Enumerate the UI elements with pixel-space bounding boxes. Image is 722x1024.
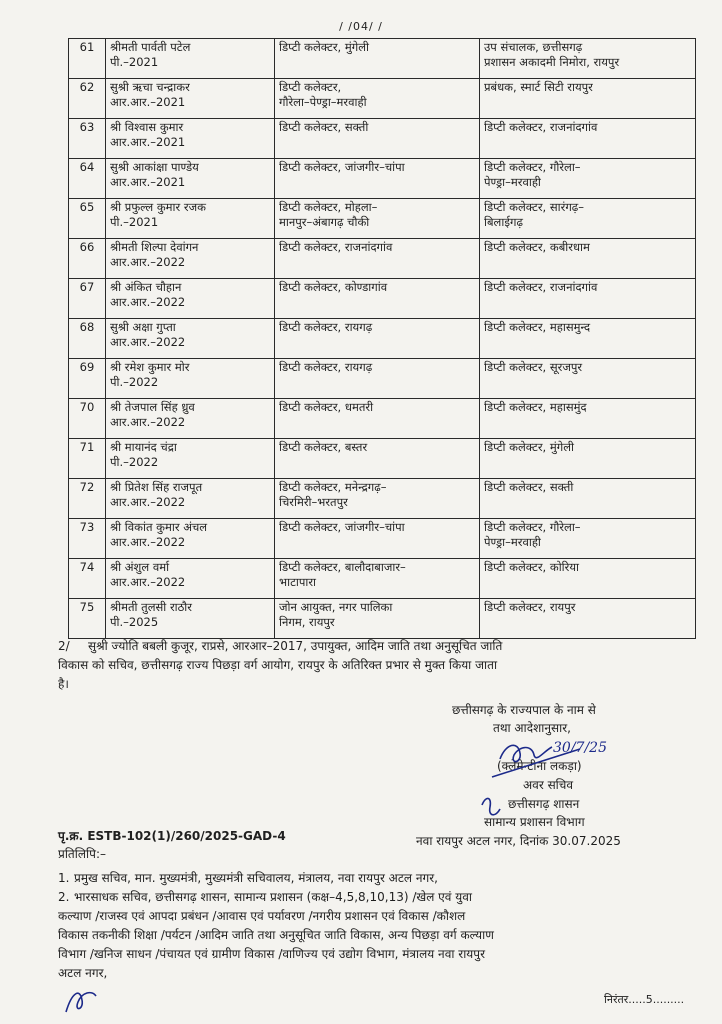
- table-row: [69, 359, 696, 399]
- officer-name-cell: [106, 559, 275, 599]
- cell-line: डिप्टी कलेक्टर, कबीरधाम: [484, 240, 590, 254]
- initial-mark: [62, 982, 102, 1018]
- serial-number-cell: 70: [69, 399, 106, 439]
- paragraph-line: विकास को सचिव, छत्तीसगढ़ राज्य पिछड़ा वर्ग आयोग, रायपुर के अतिरिक्त प्रभार से मुक्त किया जाता: [58, 658, 498, 672]
- cell-line: श्रीमती तुलसी राठौर: [110, 600, 192, 614]
- signature-line-order: तथा आदेशानुसार,: [493, 721, 571, 735]
- serial-number-cell: 72: [69, 479, 106, 519]
- officer-name-cell: [106, 239, 275, 279]
- new-posting-cell: [480, 359, 696, 399]
- cell-line: डिप्टी कलेक्टर, रायगढ़: [279, 360, 373, 374]
- signatory-name: (क्लेमेन्टीना लकड़ा): [497, 759, 582, 773]
- current-posting-cell: [275, 159, 480, 199]
- table-row: [69, 199, 696, 239]
- cell-line: डिप्टी कलेक्टर, बस्तर: [279, 440, 368, 454]
- current-posting-cell: [275, 519, 480, 559]
- table-row: [69, 39, 696, 79]
- cell-line: श्री अंशुल वर्मा: [110, 560, 170, 574]
- new-posting-cell: [480, 479, 696, 519]
- officer-name-cell: [106, 399, 275, 439]
- cell-line: पी.–2022: [110, 375, 159, 389]
- table-row: [69, 479, 696, 519]
- cell-line: निगम, रायपुर: [279, 615, 335, 629]
- serial-number-cell: 63: [69, 119, 106, 159]
- copy-line: अटल नगर,: [58, 966, 108, 980]
- current-posting-cell: [275, 199, 480, 239]
- cell-line: श्री विश्वास कुमार: [110, 120, 184, 134]
- table-row: [69, 79, 696, 119]
- officer-name-cell: [106, 319, 275, 359]
- reference-number: पृ.क्र. ESTB-102(1)/260/2025-GAD-4: [58, 829, 286, 843]
- officer-name-cell: [106, 519, 275, 559]
- table-row: [69, 399, 696, 439]
- handwritten-signature: [480, 725, 630, 835]
- copy-line: विकास तकनीकी शिक्षा /पर्यटन /आदिम जाति तथा अनुसूचित जाति विकास, अन्य पिछड़ा वर्ग कल्याण: [58, 928, 494, 942]
- cell-line: डिप्टी कलेक्टर, राजनांदगांव: [484, 120, 598, 134]
- paragraph-2: [58, 637, 698, 694]
- new-posting-cell: [480, 39, 696, 79]
- cell-line: आर.आर.–2022: [110, 535, 186, 549]
- serial-number-cell: 75: [69, 599, 106, 639]
- cell-line: आर.आर.–2022: [110, 255, 186, 269]
- current-posting-cell: [275, 479, 480, 519]
- cell-line: पेण्ड्रा–मरवाही: [484, 175, 541, 189]
- new-posting-cell: [480, 559, 696, 599]
- cell-line: श्री अंकित चौहान: [110, 280, 182, 294]
- cell-line: बिलाईगढ़: [484, 215, 523, 229]
- table-row: [69, 319, 696, 359]
- cell-line: डिप्टी कलेक्टर, रायगढ़: [279, 320, 373, 334]
- copy-line: विभाग /खनिज साधन /पंचायत एवं ग्रामीण विकास /वाणिज्य एवं उद्योग विभाग, मंत्रालय नवा रायपुर: [58, 947, 485, 961]
- officer-name-cell: [106, 279, 275, 319]
- signatory-government: छत्तीसगढ़ शासन: [508, 797, 580, 811]
- cell-line: डिप्टी कलेक्टर,: [279, 80, 342, 94]
- cell-line: डिप्टी कलेक्टर, जांजगीर–चांपा: [279, 520, 405, 534]
- current-posting-cell: [275, 239, 480, 279]
- current-posting-cell: [275, 599, 480, 639]
- table-row: [69, 239, 696, 279]
- current-posting-cell: [275, 399, 480, 439]
- signatory-department: सामान्य प्रशासन विभाग: [484, 815, 585, 829]
- cell-line: उप संचालक, छत्तीसगढ़: [484, 40, 583, 54]
- cell-line: आर.आर.–2022: [110, 295, 186, 309]
- new-posting-cell: [480, 239, 696, 279]
- cell-line: सुश्री आकांक्षा पाण्डेय: [110, 160, 199, 174]
- current-posting-cell: [275, 439, 480, 479]
- transfer-table: [68, 38, 696, 639]
- cell-line: आर.आर.–2021: [110, 95, 186, 109]
- new-posting-cell: [480, 599, 696, 639]
- table-row: [69, 559, 696, 599]
- new-posting-cell: [480, 199, 696, 239]
- officer-name-cell: [106, 479, 275, 519]
- copy-line: कल्याण /राजस्व एवं आपदा प्रबंधन /आवास एवं पर्यावरण /नगरीय प्रशासन एवं विकास /कौशल: [58, 909, 466, 923]
- officer-name-cell: [106, 79, 275, 119]
- new-posting-cell: [480, 79, 696, 119]
- signatory-designation: अवर सचिव: [523, 778, 574, 792]
- new-posting-cell: [480, 439, 696, 479]
- cell-line: डिप्टी कलेक्टर, रायपुर: [484, 600, 576, 614]
- cell-line: डिप्टी कलेक्टर, गौरेला–: [484, 160, 581, 174]
- cell-line: डिप्टी कलेक्टर, गौरेला–: [484, 520, 581, 534]
- officer-name-cell: [106, 119, 275, 159]
- serial-number-cell: 71: [69, 439, 106, 479]
- handwritten-date: 30/7/25: [553, 740, 607, 756]
- copy-number: 2.: [58, 890, 70, 904]
- serial-number-cell: 73: [69, 519, 106, 559]
- cell-line: श्री प्रितेश सिंह राजपूत: [110, 480, 203, 494]
- cell-line: पी.–2022: [110, 455, 159, 469]
- cell-line: जोन आयुक्त, नगर पालिका: [279, 600, 393, 614]
- table-row: [69, 159, 696, 199]
- officer-name-cell: [106, 439, 275, 479]
- cell-line: डिप्टी कलेक्टर, कोरिया: [484, 560, 580, 574]
- cell-line: श्रीमती शिल्पा देवांगन: [110, 240, 199, 254]
- table-row: [69, 439, 696, 479]
- serial-number-cell: 61: [69, 39, 106, 79]
- serial-number-cell: 64: [69, 159, 106, 199]
- new-posting-cell: [480, 279, 696, 319]
- cell-line: डिप्टी कलेक्टर, महासमुन्द: [484, 320, 591, 334]
- cell-line: डिप्टी कलेक्टर, बालौदाबाजार–: [279, 560, 406, 574]
- cell-line: आर.आर.–2021: [110, 175, 186, 189]
- new-posting-cell: [480, 119, 696, 159]
- cell-line: पी.–2025: [110, 615, 159, 629]
- cell-line: डिप्टी कलेक्टर, राजनांदगांव: [279, 240, 393, 254]
- serial-number-cell: 68: [69, 319, 106, 359]
- serial-number-cell: 65: [69, 199, 106, 239]
- cell-line: श्री प्रफुल्ल कुमार रजक: [110, 200, 206, 214]
- cell-line: पेण्ड्रा–मरवाही: [484, 535, 541, 549]
- cell-line: पी.–2021: [110, 55, 159, 69]
- signature-line-governor: छत्तीसगढ़ के राज्यपाल के नाम से: [452, 703, 596, 717]
- new-posting-cell: [480, 159, 696, 199]
- cell-line: भाटापारा: [279, 575, 317, 589]
- cell-line: गौरेला–पेण्ड्रा–मरवाही: [279, 95, 367, 109]
- table-row: [69, 519, 696, 559]
- copy-number: 1.: [58, 871, 70, 885]
- cell-line: आर.आर.–2022: [110, 335, 186, 349]
- cell-line: श्री तेजपाल सिंह ध्रुव: [110, 400, 195, 414]
- current-posting-cell: [275, 559, 480, 599]
- copy-item-2: [58, 888, 698, 983]
- cell-line: डिप्टी कलेक्टर, मनेन्द्रगढ़–: [279, 480, 387, 494]
- officer-name-cell: [106, 39, 275, 79]
- serial-number-cell: 66: [69, 239, 106, 279]
- current-posting-cell: [275, 359, 480, 399]
- paragraph-number: 2/: [58, 639, 70, 653]
- cell-line: डिप्टी कलेक्टर, सूरजपुर: [484, 360, 583, 374]
- cell-line: श्री रमेश कुमार मोर: [110, 360, 190, 374]
- paragraph-line: है।: [58, 677, 69, 691]
- cell-line: आर.आर.–2021: [110, 135, 186, 149]
- cell-line: पी.–2021: [110, 215, 159, 229]
- officer-name-cell: [106, 359, 275, 399]
- current-posting-cell: [275, 279, 480, 319]
- cell-line: डिप्टी कलेक्टर, कोण्डागांव: [279, 280, 388, 294]
- paragraph-line: सुश्री ज्योति बबली कुजूर, राप्रसे, आरआर–2017, उपायुक्त, आदिम जाति तथा अनुसूचित जाति: [88, 639, 503, 653]
- cell-line: मानपुर–अंबागढ़ चौकी: [279, 215, 370, 229]
- new-posting-cell: [480, 399, 696, 439]
- copy-heading: प्रतिलिपि:–: [58, 847, 106, 861]
- serial-number-cell: 67: [69, 279, 106, 319]
- officer-name-cell: [106, 159, 275, 199]
- cell-line: डिप्टी कलेक्टर, महासमुंद: [484, 400, 587, 414]
- cell-line: डिप्टी कलेक्टर, सक्ती: [484, 480, 574, 494]
- officer-name-cell: [106, 599, 275, 639]
- continued-marker: निरंतर.....5.........: [604, 993, 685, 1006]
- officer-name-cell: [106, 199, 275, 239]
- cell-line: डिप्टी कलेक्टर, राजनांदगांव: [484, 280, 598, 294]
- cell-line: आर.आर.–2022: [110, 575, 186, 589]
- new-posting-cell: [480, 319, 696, 359]
- cell-line: श्री विकांत कुमार अंचल: [110, 520, 208, 534]
- table-row: [69, 599, 696, 639]
- cell-line: आर.आर.–2022: [110, 415, 186, 429]
- current-posting-cell: [275, 39, 480, 79]
- copy-line: भारसाधक सचिव, छत्तीसगढ़ शासन, सामान्य प्रशासन (कक्ष–4,5,8,10,13) /खेल एवं युवा: [74, 890, 473, 904]
- current-posting-cell: [275, 119, 480, 159]
- cell-line: डिप्टी कलेक्टर, मोहला–: [279, 200, 378, 214]
- current-posting-cell: [275, 79, 480, 119]
- cell-line: डिप्टी कलेक्टर, मुंगेली: [484, 440, 574, 454]
- cell-line: आर.आर.–2022: [110, 495, 186, 509]
- cell-line: डिप्टी कलेक्टर, सारंगढ़–: [484, 200, 585, 214]
- cell-line: डिप्टी कलेक्टर, जांजगीर–चांपा: [279, 160, 405, 174]
- table-row: [69, 279, 696, 319]
- cell-line: प्रशासन अकादमी निमोरा, रायपुर: [484, 55, 620, 69]
- cell-line: डिप्टी कलेक्टर, धमतरी: [279, 400, 374, 414]
- table-row: [69, 119, 696, 159]
- cell-line: प्रबंधक, स्मार्ट सिटी रायपुर: [484, 80, 593, 94]
- serial-number-cell: 69: [69, 359, 106, 399]
- cell-line: डिप्टी कलेक्टर, सक्ती: [279, 120, 369, 134]
- cell-line: सुश्री ऋचा चन्द्राकर: [110, 80, 190, 94]
- current-posting-cell: [275, 319, 480, 359]
- cell-line: श्री मायानंद चंद्रा: [110, 440, 177, 454]
- cell-line: चिरमिरी–भरतपुर: [279, 495, 348, 509]
- new-posting-cell: [480, 519, 696, 559]
- cell-line: सुश्री अक्षा गुप्ता: [110, 320, 176, 334]
- cell-line: डिप्टी कलेक्टर, मुंगेली: [279, 40, 369, 54]
- page-number: / /04/ /: [339, 20, 383, 33]
- serial-number-cell: 74: [69, 559, 106, 599]
- place-and-date: नवा रायपुर अटल नगर, दिनांक 30.07.2025: [416, 834, 621, 848]
- cell-line: श्रीमती पार्वती पटेल: [110, 40, 191, 54]
- copy-item-1: [58, 869, 698, 888]
- copy-line: प्रमुख सचिव, मान. मुख्यमंत्री, मुख्यमंत्री सचिवालय, मंत्रालय, नवा रायपुर अटल नगर,: [74, 871, 438, 885]
- serial-number-cell: 62: [69, 79, 106, 119]
